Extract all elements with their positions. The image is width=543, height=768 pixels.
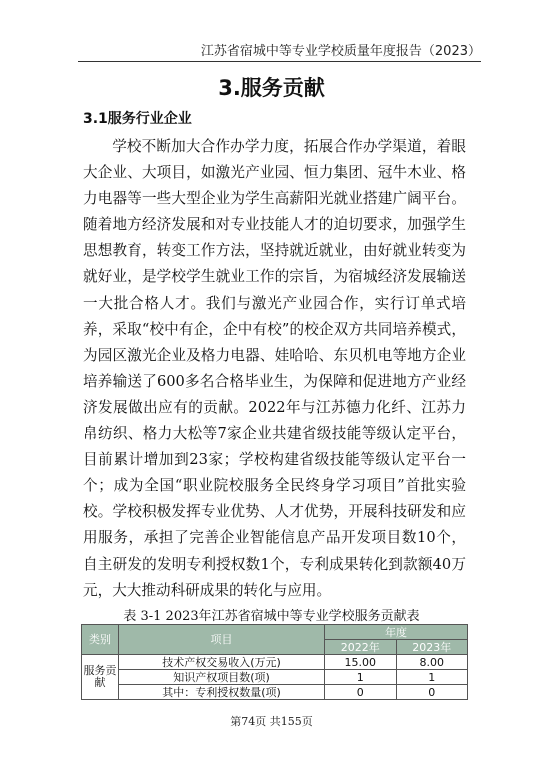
table-caption: 表 3-1 2023年江苏省宿城中等专业学校服务贡献表	[123, 609, 420, 624]
service-contribution-table	[81, 624, 468, 700]
header-year-2023: 2023年	[396, 640, 468, 655]
header-category: 类别	[82, 625, 119, 655]
header-year-2022: 2022年	[325, 640, 397, 655]
value-2023-cell: 8.00	[396, 655, 468, 670]
item-cell: 其中：专利授权数量(项)	[119, 685, 325, 700]
body-paragraph: 学校不断加大合作办学力度，拓展合作办学渠道，着眼大企业、大项目，如激光产业园、恒力集团、冠牛木业、格力电器等一些大型企业为学生高薪阳光就业搭建广阔平台。随着地方经济发展和对专业技能人才的迫切要求，加强学生思想教育，转变工作方法，坚持就近就业，由好就业转变为就好业，是学校学生就业工作的宗旨，为宿城经济发展输送一大批合格人才。我们与激光产业园合作，实行订单式培养，采取“校中有企，企中有校”的校企双方共同培养模式，为园区激光企业及格力电器、娃哈哈、东贝机电等地方企业培养输送了600多名合格毕业生，为保障和促进地方产业经济发展做出应有的贡献。2022年与江苏德力化纤、江苏力帛纺织、格力大松等7家企业共建省级技能等级认定平台，目前累计增加到23家；学校构建省级技能等级认定平台一个；成为全国“职业院校服务全民终身学习项目”首批实验校。学校积极发挥专业优势、人才优势，开展科技研发和应用服务，承担了完善企业智能信息产品开发项目数10个，自主研发的发明专利授权数1个，专利成果转化到款额40万元，大大推动科研成果的转化与应用。	[83, 138, 466, 599]
header-year-group: 年度	[325, 625, 468, 640]
category-cell: 服务贡献	[82, 655, 119, 700]
value-2023-cell: 0	[396, 685, 468, 700]
value-2022-cell: 15.00	[325, 655, 397, 670]
table-row	[82, 655, 468, 670]
chapter-title: 3.服务贡献	[218, 76, 325, 100]
table-row	[82, 670, 468, 685]
header-rule	[78, 61, 481, 62]
page-footer: 第74页 共155页	[230, 715, 313, 728]
section-title: 3.1服务行业企业	[83, 111, 192, 127]
header-item: 项目	[119, 625, 325, 655]
table-row	[82, 685, 468, 700]
item-cell: 知识产权项目数(项)	[119, 670, 325, 685]
value-2023-cell: 1	[396, 670, 468, 685]
value-2022-cell: 0	[325, 685, 397, 700]
item-cell: 技术产权交易收入(万元)	[119, 655, 325, 670]
value-2022-cell: 1	[325, 670, 397, 685]
report-header: 江苏省宿城中等专业学校质量年度报告（2023）	[200, 44, 481, 59]
